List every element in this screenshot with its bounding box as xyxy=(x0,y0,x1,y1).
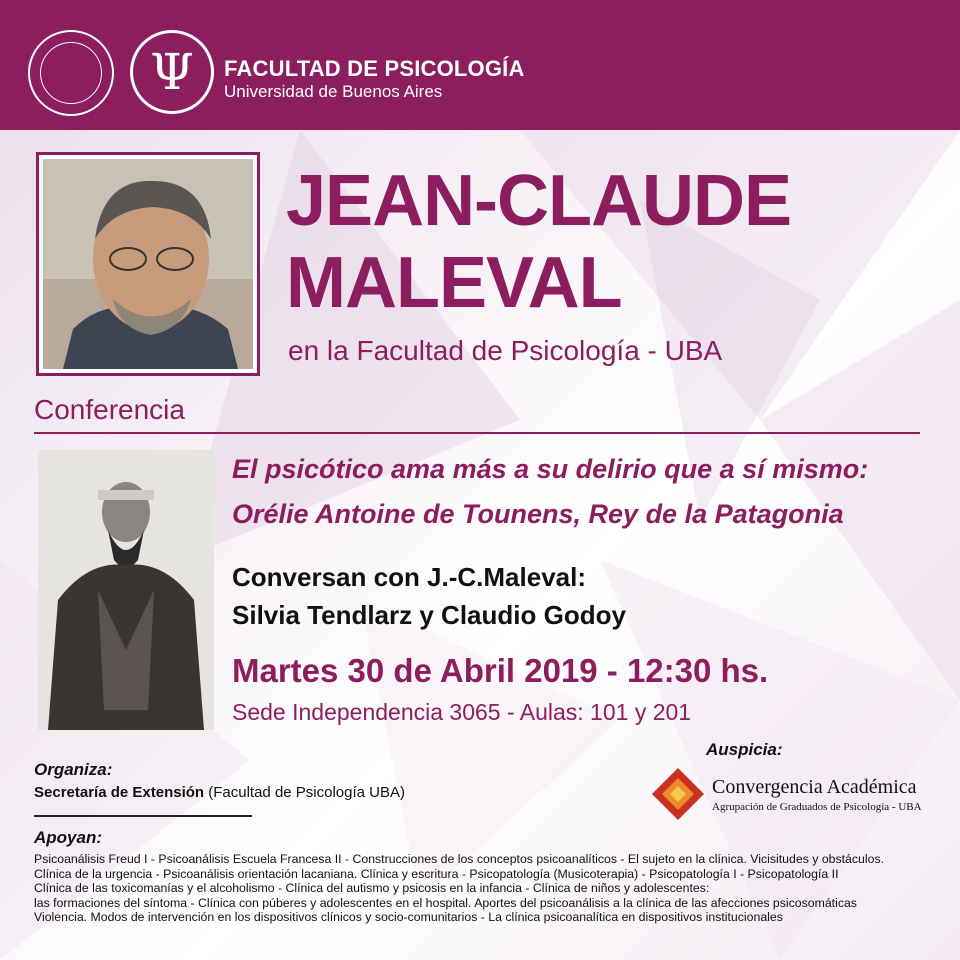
apoyan-line: Violencia. Modos de intervención en los dispositivos clínicos y socio-comunitarios - La clínica psicoanalítica en dispositivos institucionales xyxy=(34,910,783,924)
conversan-line1: Conversan con J.-C.Maleval: xyxy=(232,562,586,592)
talk-title-line2: Orélie Antoine de Tounens, Rey de la Patagonia xyxy=(232,499,844,529)
event-venue: Sede Independencia 3065 - Aulas: 101 y 201 xyxy=(232,699,692,725)
organiza-label: Organiza: xyxy=(34,760,113,779)
convergencia-logo-icon xyxy=(650,766,706,822)
apoyan-list xyxy=(34,852,934,925)
talk-title-line1: El psicótico ama más a su delirio que a sí mismo: xyxy=(232,454,869,484)
apoyan-line: Clínica de la urgencia - Psicoanálisis orientación lacaniana. Clínica y escritura - Psicopatología (Musicoterapia) - Psicopatología I - Psicopatología II xyxy=(34,866,839,881)
apoyan-line: Psicoanálisis Freud I - Psicoanálisis Escuela Francesa II - Construcciones de los conceptos psicoanalíticos - El sujeto en la clínica. Vicisitudes y obstáculos. xyxy=(34,852,885,866)
speaker-name xyxy=(286,160,791,324)
speaker-name-line1: JEAN-CLAUDE xyxy=(286,161,792,241)
header-bar xyxy=(0,0,960,130)
apoyan-label: Apoyan: xyxy=(34,828,102,847)
auspicia-subtitle: Agrupación de Graduados de Psicología - UBA xyxy=(712,801,922,813)
speaker-name-line2: MALEVAL xyxy=(286,243,622,323)
conversan-line2: Silvia Tendlarz y Claudio Godoy xyxy=(232,600,626,630)
speaker-subtitle: en la Facultad de Psicología - UBA xyxy=(288,335,723,366)
event-date: Martes 30 de Abril 2019 - 12:30 hs. xyxy=(232,652,769,689)
auspicia-name: Convergencia Académica xyxy=(712,776,917,798)
event-type: Conferencia xyxy=(34,394,185,425)
divider xyxy=(34,432,920,434)
organiza-divider xyxy=(34,815,252,817)
speaker-portrait xyxy=(36,152,260,376)
organiza-main: Secretaría de Extensión xyxy=(34,784,205,801)
historical-portrait xyxy=(38,450,214,730)
auspicia-label: Auspicia: xyxy=(706,740,783,759)
university-seal-icon xyxy=(28,30,114,116)
university-name: Universidad de Buenos Aires xyxy=(224,82,443,101)
organiza-text xyxy=(34,784,405,801)
faculty-title: FACULTAD DE PSICOLOGÍA xyxy=(224,56,525,81)
psi-logo-icon: Ψ xyxy=(130,30,214,114)
apoyan-line: Clínica de las toxicomanías y el alcoholismo - Clínica del autismo y psicosis en la infancia - Clínica de niños y adolescentes: xyxy=(34,881,710,895)
organiza-detail: (Facultad de Psicología UBA) xyxy=(208,784,406,801)
apoyan-line: las formaciones del síntoma - Clínica con púberes y adolescentes en el hospital. Aportes del psicoanálisis a la clínica de las afecciones psicosomáticas xyxy=(34,895,857,910)
